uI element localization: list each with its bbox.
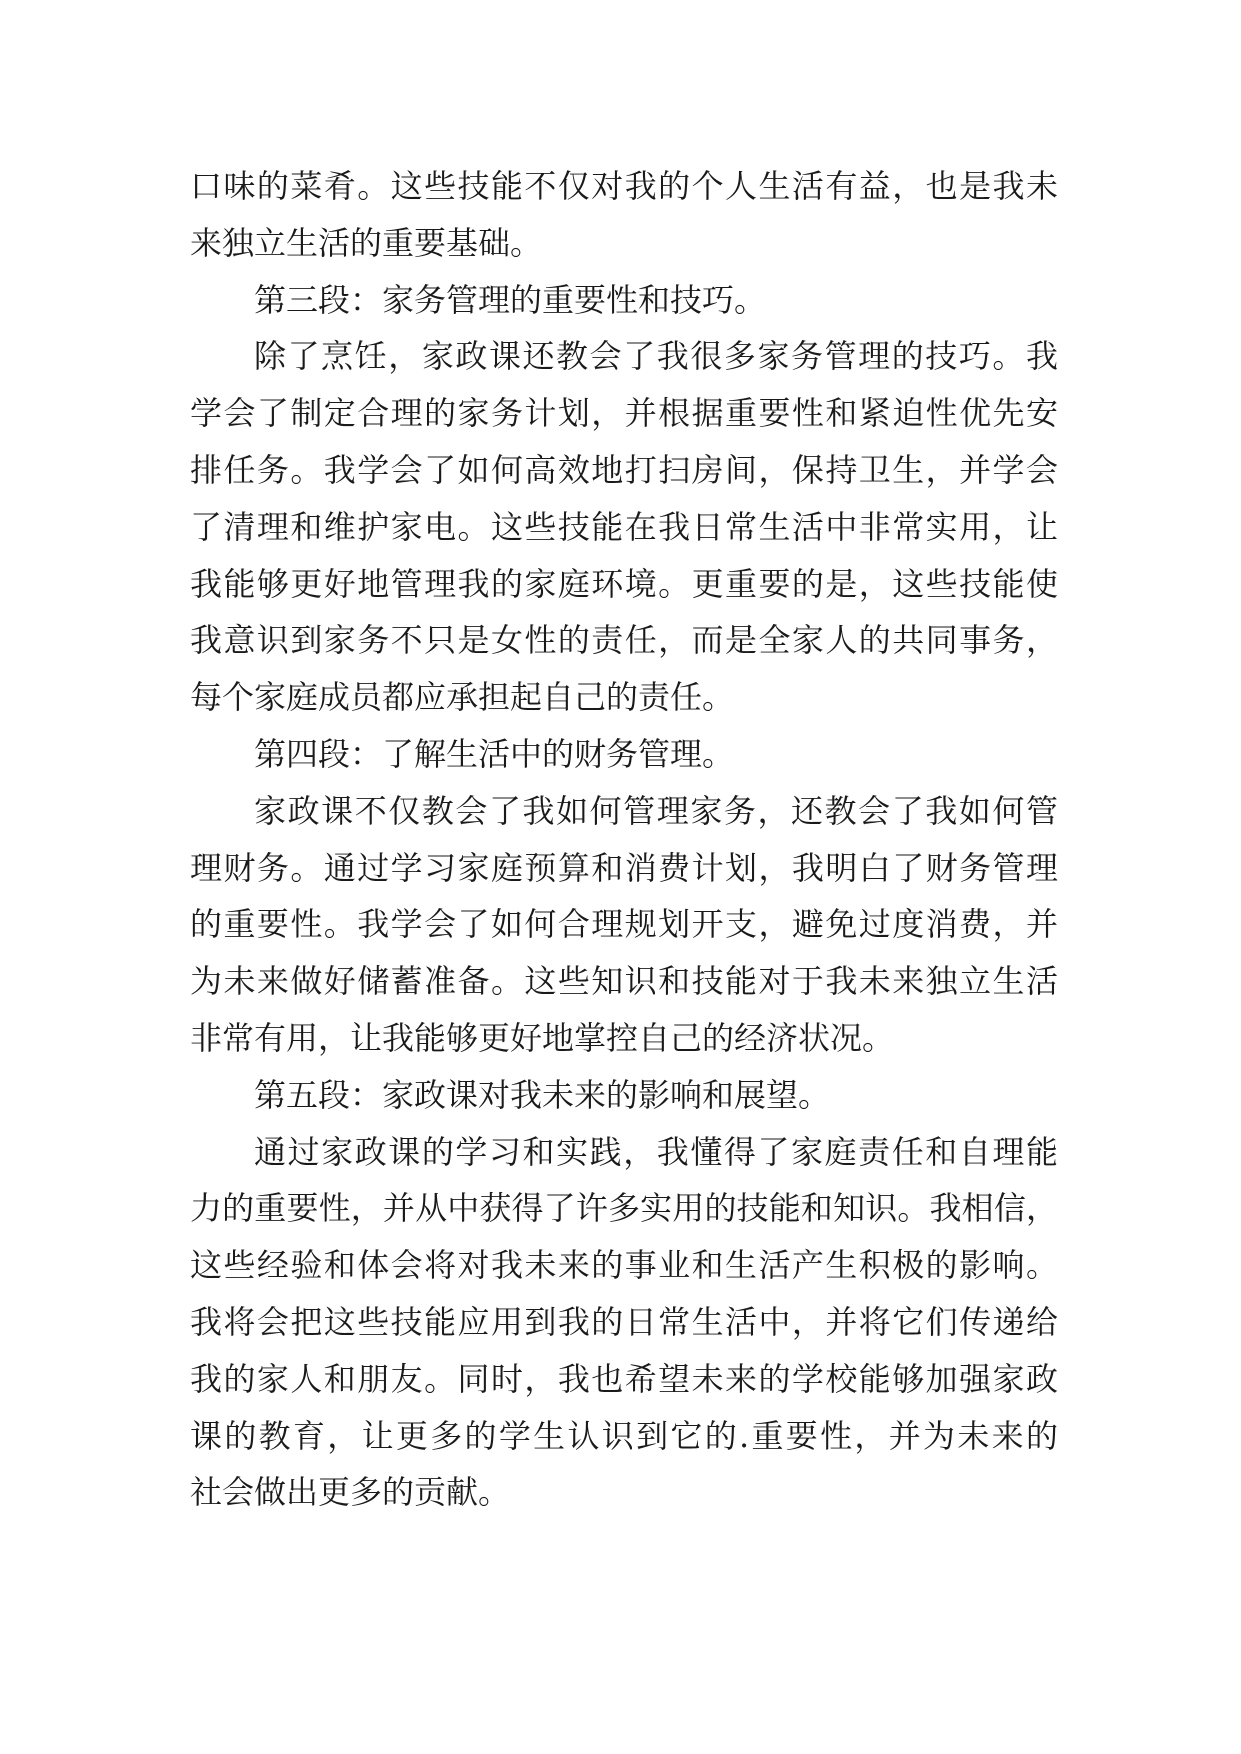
text-line: 我能够更好地管理我的家庭环境。更重要的是，这些技能使: [190, 564, 1058, 603]
text-line: 力的重要性，并从中获得了许多实用的技能和知识。我相信，: [190, 1189, 1058, 1228]
text-line: 我意识到家务不只是女性的责任，而是全家人的共同事务，: [190, 621, 1058, 660]
text-line: 这些经验和体会将对我未来的事业和生活产生积极的影响。: [190, 1246, 1058, 1285]
text-line: 每个家庭成员都应承担起自己的责任。: [190, 678, 735, 717]
text-line: 为未来做好储蓄准备。这些知识和技能对于我未来独立生活: [190, 962, 1058, 1001]
text-line: 口味的菜肴。这些技能不仅对我的个人生活有益，也是我未: [190, 167, 1058, 205]
text-line: 排任务。我学会了如何高效地打扫房间，保持卫生，并学会: [190, 450, 1058, 489]
text-line: 家政课不仅教会了我如何管理家务，还教会了我如何管: [254, 791, 1058, 830]
text-line: 除了烹饪，家政课还教会了我很多家务管理的技巧。我: [254, 337, 1058, 376]
text-line: 我的家人和朋友。同时，我也希望未来的学校能够加强家政: [190, 1359, 1058, 1398]
section-heading: 第四段：了解生活中的财务管理。: [254, 734, 735, 773]
text-line: 非常有用，让我能够更好地掌控自己的经济状况。: [190, 1018, 895, 1057]
text-line: 学会了制定合理的家务计划，并根据重要性和紧迫性优先安: [190, 394, 1058, 433]
text-line: 的重要性。我学会了如何合理规划开支，避免过度消费，并: [190, 905, 1058, 944]
text-line: 通过家政课的学习和实践，我懂得了家庭责任和自理能: [254, 1132, 1058, 1171]
text-line: 来独立生活的重要基础。: [190, 223, 543, 262]
section-heading: 第三段：家务管理的重要性和技巧。: [254, 280, 767, 319]
document-body: [190, 158, 1058, 1521]
section-heading: 第五段：家政课对我未来的影响和展望。: [254, 1075, 831, 1114]
text-line: 课的教育，让更多的学生认识到它的.重要性，并为未来的: [190, 1416, 1058, 1455]
text-line: 社会做出更多的贡献。: [190, 1473, 511, 1512]
text-line: 了清理和维护家电。这些技能在我日常生活中非常实用，让: [190, 507, 1058, 546]
text-line: 我将会把这些技能应用到我的日常生活中，并将它们传递给: [190, 1302, 1058, 1341]
text-line: 理财务。通过学习家庭预算和消费计划，我明白了财务管理: [190, 848, 1058, 887]
